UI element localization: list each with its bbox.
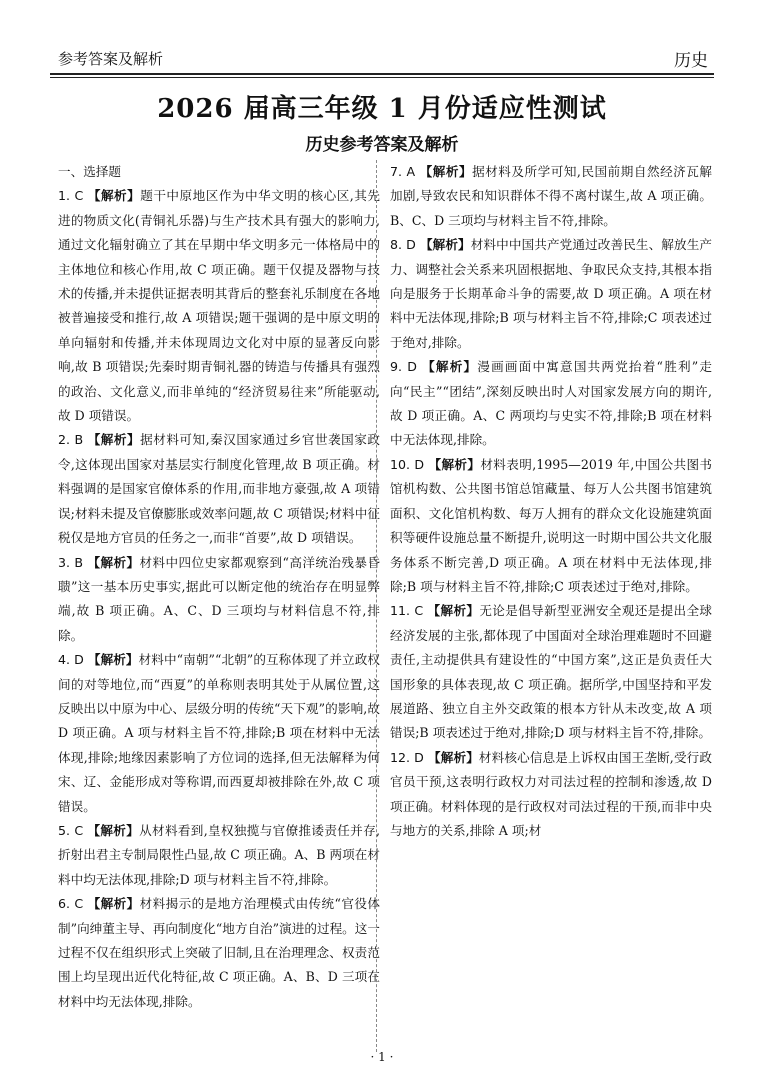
answer-item-3: 3. B 【解析】材料中四位史家都观察到“高洋统治残暴昏聩”这一基本历史事实,据此可以断定他的统治存在明显弊端,故 B 项正确。A、C、D 三项均与材料信息不符,排除。 [58, 554, 380, 643]
page-subtitle: 历史参考答案及解析 [305, 135, 459, 155]
answer-item-8: 8. D 【解析】材料中中国共产党通过改善民生、解放生产力、调整社会关系来巩固根据地、争取民众支持,其根本指向是服务于长期革命斗争的需要,故 D 项正确。A 项在材料中无法体现,排除;B 项与材料主旨不符,排除;C 项表述过于绝对,排除。 [390, 237, 713, 350]
page-number: · 1 · [370, 1050, 394, 1064]
left-column [58, 160, 380, 1014]
page-header [50, 44, 714, 74]
section-heading: 一、选择题 [58, 164, 121, 179]
header-left: 参考答案及解析 [58, 50, 164, 68]
answer-item-4: 4. D 【解析】材料中“南朝”“北朝”的互称体现了并立政权间的对等地位,而“西夏”的单称则表明其处于从属位置,这反映出以中原为中心、层级分明的传统“天下观”的影响,故 D 项正确。A 项与材料主旨不符,排除;B 项在材料中无法体现,排除;地缘因素影响了方位词的选择,但无法解释为何宋、辽、金能形成对等称谓,而西夏却被排除在外,故 C 项错误。 [58, 652, 381, 814]
answer-item-2: 2. B 【解析】据材料可知,秦汉国家通过乡官世袭国家政令,这体现出国家对基层实行制度化管理,故 B 项正确。材料强调的是国家官僚体系的作用,而非地方豪强,故 A 项错误;材料未提及官僚膨胀或效率问题,故 C 项错误;材料中征税仅是地方官员的任务之一,而非“首要”,故 D 项错误。 [58, 432, 380, 546]
header-rule-thin [50, 77, 714, 78]
column-divider [376, 160, 377, 1052]
answer-item-1: 1. C 【解析】题干中原地区作为中华文明的核心区,其先进的物质文化(青铜礼乐器)与生产技术具有强大的影响力,通过文化辐射确立了其在早期中华文明多元一体格局中的主体地位和核心作用,故 C 项正确。题干仅提及器物与技术的传播,并未提供证据表明其背后的整套礼乐制度在各地被普遍接受和推行,故 A 项错误;题干强调的是中原文明的单向辐射和传播,并未体现周边文化对中原的显著反向影响,故 B 项错误;先秦时期青铜礼器的铸造与传播具有强烈的政治、文化意义,而非单纯的“经济贸易往来”所能驱动,故 D 项错误。 [58, 188, 380, 424]
answer-item-12: 12. D 【解析】材料核心信息是上诉权由国王垄断,受行政官员干预,这表明行政权力对司法过程的控制和渗透,故 D 项正确。材料体现的是行政权对司法过程的干预,而非中央与地方的关系,排除 A 项;材 [390, 749, 712, 838]
answer-item-7: 7. A 【解析】据材料及所学可知,民国前期自然经济瓦解加剧,导致农民和知识群体不得不离村谋生,故 A 项正确。B、C、D 三项均与材料主旨不符,排除。 [390, 164, 712, 228]
answer-item-11: 11. C 【解析】无论是倡导新型亚洲安全观还是提出全球经济发展的主张,都体现了中国面对全球治理难题时不回避责任,主动提供具有建设性的“中国方案”,这正是负责任大国形象的具体表现,故 C 项正确。据所学,中国坚持和平发展道路、独立自主外交政策的根本方针从未改变,故 A 项错误;B 项表述过于绝对,排除;D 项与材料主旨不符,排除。 [390, 603, 713, 741]
answer-item-10: 10. D 【解析】材料表明,1995—2019 年,中国公共图书馆机构数、公共图书馆总馆藏量、每万人公共图书馆建筑面积、文化馆机构数、每万人拥有的群众文化设施建筑面积等硬件设施总量不断提升,说明这一时期中国公共文化服务体系不断完善,D 项正确。A 项在材料中无法体现,排除;B 项与材料主旨不符,排除;C 项表述过于绝对,排除。 [390, 456, 712, 594]
answer-item-6: 6. C 【解析】材料揭示的是地方治理模式由传统“官役体制”向绅董主导、再向制度化“地方自治”演进的过程。这一过程不仅在组织形式上突破了旧制,且在治理理念、权责范围上均呈现出近代化特征,故 C 项正确。A、B、D 三项在材料中均无法体现,排除。 [58, 896, 380, 1009]
page-title: 2026 届高三年级 1 月份适应性测试 [157, 94, 607, 124]
header-rule-thick [50, 73, 714, 75]
header-subject: 历史 [674, 51, 708, 71]
right-column [390, 160, 712, 843]
answer-item-5: 5. C 【解析】从材料看到,皇权独揽与官僚推诿责任并存,折射出君主专制局限性凸显,故 C 项正确。A、B 两项在材料中均无法体现,排除;D 项与材料主旨不符,排除。 [58, 822, 380, 887]
answer-item-9: 9. D 【解析】漫画画面中寓意国共两党抬着“胜利”走向“民主”“团结”,深刻反映出时人对国家发展方向的期许,故 D 项正确。A、C 两项均与史实不符,排除;B 项在材料中无法体现,排除。 [390, 359, 712, 448]
